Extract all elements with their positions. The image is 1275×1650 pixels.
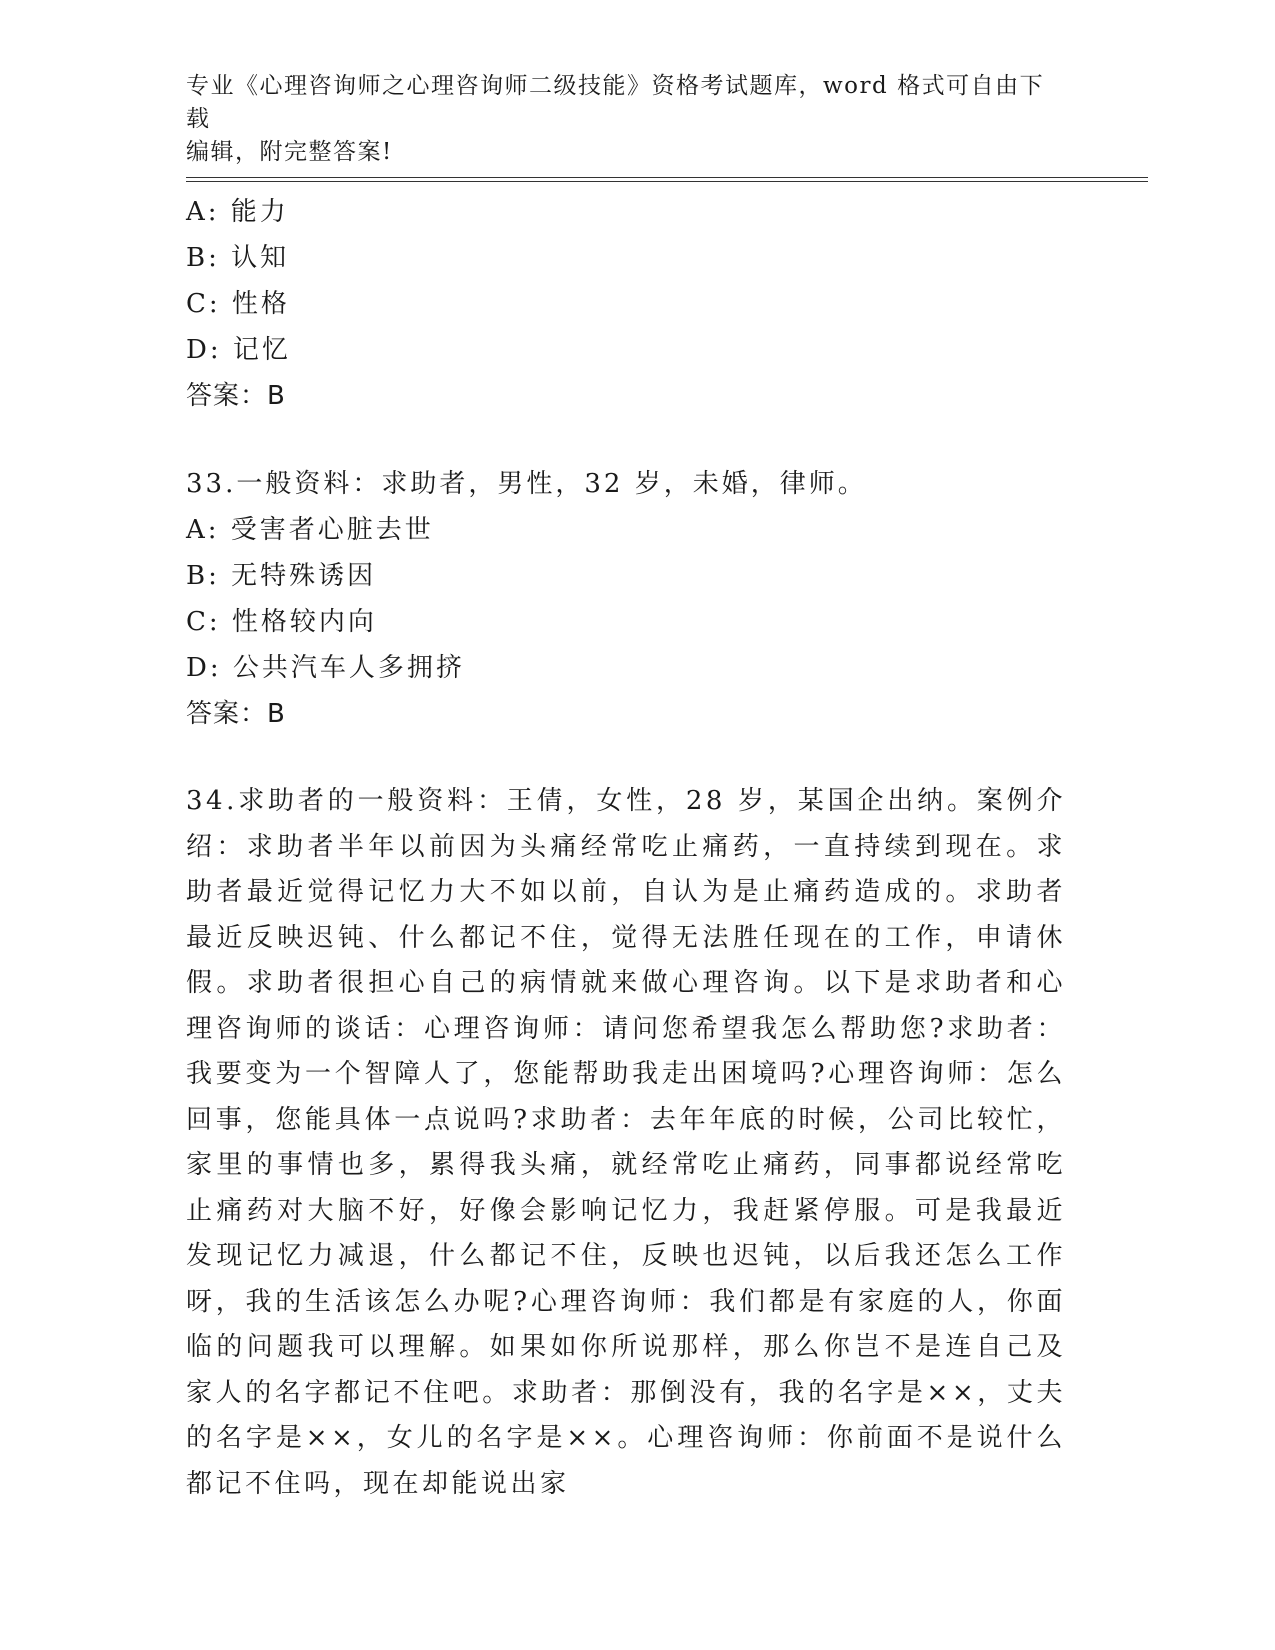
question-33 [186,461,1066,737]
option-c: C: 性格较内向 [186,607,377,637]
option-b: B: 认知 [186,243,290,273]
question-stem: 33.一般资料：求助者，男性，32 岁，未婚，律师。 [186,469,867,499]
header-divider-bottom [186,181,1148,182]
header-title-line-1: 专业《心理咨询师之心理咨询师二级技能》资格考试题库，word 格式可自由下载 [186,73,1045,132]
option-d: D: 记忆 [186,335,291,365]
answer-label: 答案：B [186,381,286,411]
option-c: C: 性格 [186,289,290,319]
option-a: A: 能力 [186,197,289,227]
header-title-line-2: 编辑，附完整答案! [186,139,393,165]
question-stem: 34.求助者的一般资料：王倩，女性，28 岁，某国企出纳。案例介绍：求助者半年以前因为头痛经常吃止痛药，一直持续到现在。求助者最近觉得记忆力大不如以前，自认为是止痛药造成的。求助者最近反映迟钝、什么都记不住，觉得无法胜任现在的工作，申请休假。求助者很担心自己的病情就来做心理咨询。以下是求助者和心理咨询师的谈话：心理咨询师：请问您希望我怎么帮助您?求助者：我要变为一个智障人了，您能帮助我走出困境吗?心理咨询师：怎么回事，您能具体一点说吗?求助者：去年年底的时候，公司比较忙，家里的事情也多，累得我头痛，就经常吃止痛药，同事都说经常吃止痛药对大脑不好，好像会影响记忆力，我赶紧停服。可是我最近发现记忆力减退，什么都记不住，反映也迟钝，以后我还怎么工作呀，我的生活该怎么办呢?心理咨询师：我们都是有家庭的人，你面临的问题我可以理解。如果如你所说那样，那么你岂不是连自己及家人的名字都记不住吧。求助者：那倒没有，我的名字是××，丈夫的名字是××，女儿的名字是××。心理咨询师：你前面不是说什么都记不住吗，现在却能说出家 [186,786,1066,1499]
question-spacer [186,737,1066,779]
option-a: A: 受害者心脏去世 [186,515,434,545]
question-34 [186,779,1066,1507]
header-divider-top [186,177,1148,178]
question-32 [186,189,1066,419]
question-spacer [186,419,1066,461]
document-header [186,70,1066,169]
question-list [186,189,1066,1507]
answer-label: 答案：B [186,699,286,729]
option-b: B: 无特殊诱因 [186,561,377,591]
option-d: D: 公共汽车人多拥挤 [186,653,465,683]
